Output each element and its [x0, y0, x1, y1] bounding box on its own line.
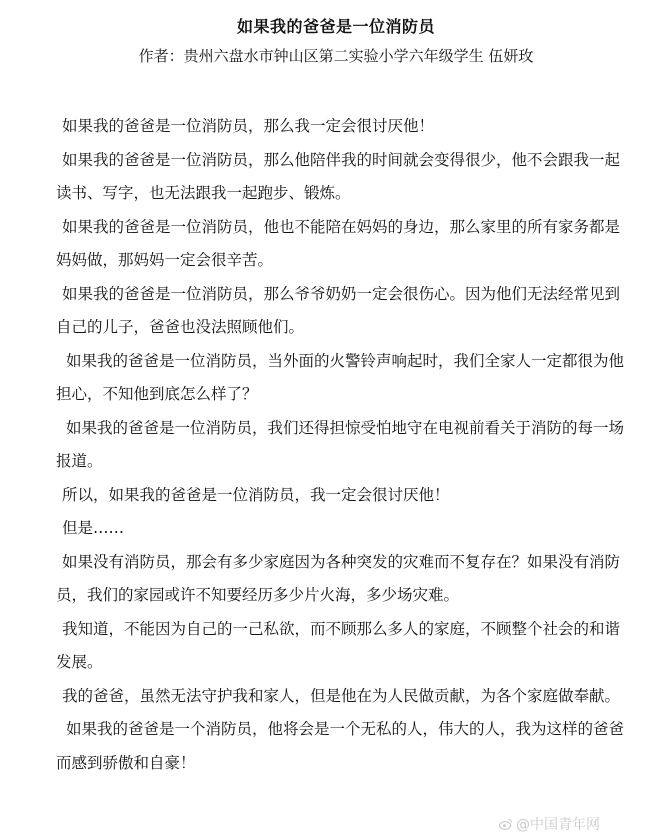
paragraph: 所以，如果我的爸爸是一位消防员，我一定会很讨厌他！ — [62, 485, 450, 504]
paragraph: 如果我的爸爸是一位消防员，我们还得担惊受怕地守在电视前看关于消防的每一场报道。 — [56, 418, 625, 470]
paragraph: 如果我的爸爸是一位消防员，他也不能陪在妈妈的身边，那么家里的所有家务都是妈妈做，那妈妈一定会很辛苦。 — [56, 217, 621, 269]
watermark-text: @中国青年网 — [516, 817, 600, 833]
weibo-icon — [499, 818, 513, 830]
author-line: 作者：贵州六盘水市钟山区第二实验小学六年级学生 伍妍玫 — [138, 47, 534, 65]
document-title: 如果我的爸爸是一位消防员 — [236, 17, 435, 36]
paragraph: 但是…… — [62, 519, 125, 537]
watermark — [499, 814, 600, 834]
document-body — [56, 110, 631, 780]
paragraph: 我知道，不能因为自己的一己私欲，而不顾那么多人的家庭，不顾整个社会的和谐发展。 — [56, 619, 621, 671]
paragraph: 如果我的爸爸是一位消防员，那么他陪伴我的时间就会变得很少，他不会跟我一起读书、写字，也无法跟我一起跑步、锻炼。 — [56, 150, 621, 202]
paragraph: 如果我的爸爸是一个消防员，他将会是一个无私的人，伟大的人，我为这样的爸爸而感到骄傲和自豪！ — [56, 720, 625, 772]
paragraph: 如果我的爸爸是一位消防员，当外面的火警铃声响起时，我们全家人一定都很为他担心，不知他到底怎么样了？ — [56, 351, 625, 403]
paragraph: 如果我的爸爸是一位消防员，那么我一定会很讨厌他！ — [62, 117, 435, 135]
paragraph: 我的爸爸，虽然无法守护我和家人，但是他在为人民做贡献，为各个家庭做奉献。 — [62, 686, 621, 705]
paragraph: 如果我的爸爸是一位消防员，那么爷爷奶奶一定会很伤心。因为他们无法经常见到自己的儿子，爸爸也没法照顾他们。 — [56, 284, 621, 336]
paragraph: 如果没有消防员，那会有多少家庭因为各种突发的灾难而不复存在？如果没有消防员，我们的家园或许不知要经历多少片火海，多少场灾难。 — [56, 552, 621, 604]
